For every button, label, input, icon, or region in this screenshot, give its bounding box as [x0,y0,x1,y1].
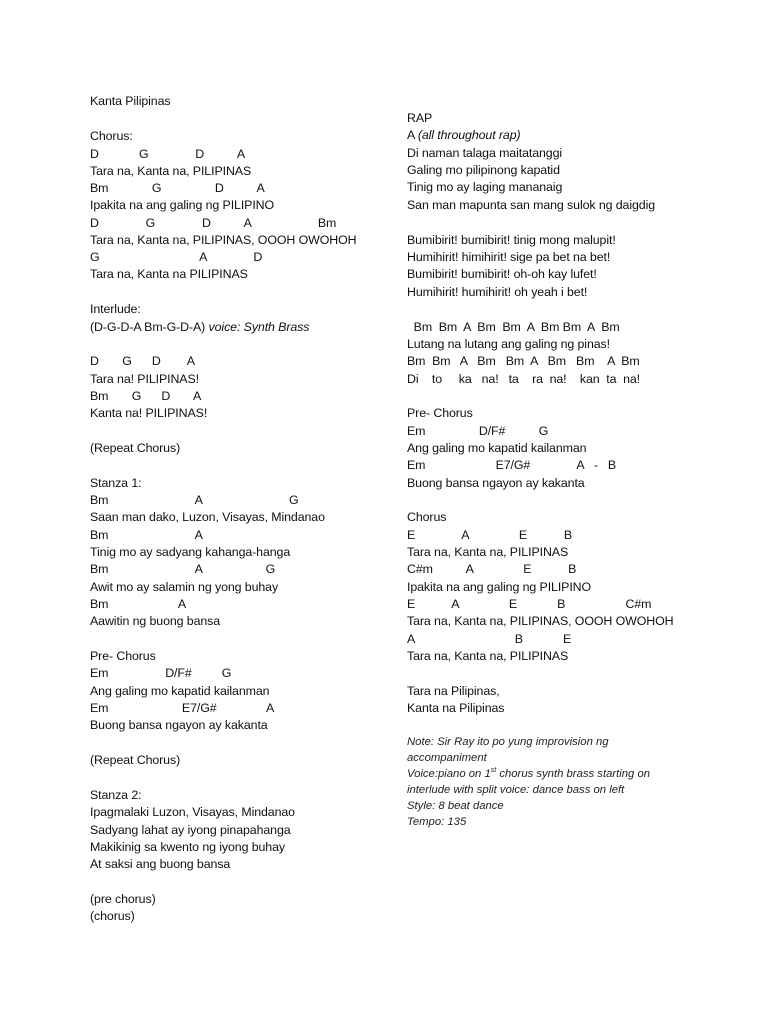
note-line: Tempo: 135 [407,816,467,828]
lyric-line: Sadyang lahat ay iyong pinapahanga [90,823,291,837]
lyric-line: Kanta na Pilipinas [407,701,505,715]
lyric-line: (pre chorus) [90,892,156,906]
lyric-line: (Repeat Chorus) [90,441,181,455]
lyric-line: Chorus: [90,129,133,143]
lyric-line: Em E7/G# A [90,701,275,715]
lyric-line: Em D/F# G [90,666,232,680]
lyric-line: Awit mo ay salamin ng yong buhay [90,580,279,594]
lyric-line: Bm A [90,597,187,611]
lyric-line: Stanza 2: [90,788,142,802]
lyric-line: D G D A [90,354,195,368]
lyric-line: D G D A [90,147,246,161]
lyric-line: Tara na, Kanta na, PILIPINAS, OOOH OWOHOH [90,233,357,247]
lyric-line: E A E B [407,528,572,542]
lyric-line: Saan man dako, Luzon, Visayas, Mindanao [90,510,325,524]
lyric-line: (chorus) [90,909,135,923]
lyric-line: D G D A Bm [90,216,337,230]
lyric-line: Humihirit! himihirit! sige pa bet na bet! [407,250,611,264]
lyric-line: Chorus [407,510,447,524]
lyric-line: Ipakita na ang galing ng PILIPINO [90,198,275,212]
lyric-line: Tara na! PILIPINAS! [90,372,199,386]
lyric-line: Tara na, Kanta na, PILIPINAS [407,545,569,559]
lyric-line: Bumibirit! bumibirit! oh-oh kay lufet! [407,267,597,281]
lyric-line: Lutang na lutang ang galing ng pinas! [407,337,610,351]
lyric-line: Tara na Pilipinas, [407,684,500,698]
lyric-line: E A E B C#m [407,597,652,611]
note-line: Voice:piano on 1st chorus synth brass starting on [407,767,651,780]
lyric-line: Buong bansa ngayon ay kakanta [407,476,585,490]
lyric-line: Pre- Chorus [407,406,473,420]
lyric-line: Ang galing mo kapatid kailanman [90,684,270,698]
lyric-line: Bm G D A [90,389,202,403]
lyric-line: A B E [407,632,572,646]
lyric-line: Aawitin ng buong bansa [90,614,221,628]
lyric-line: At saksi ang buong bansa [90,857,231,871]
lyric-line: Ang galing mo kapatid kailanman [407,441,587,455]
lyric-line: Em D/F# G [407,424,549,438]
lyric-line: Tinig mo ay sadyang kahanga-hanga [90,545,291,559]
lyric-line: Bm Bm A Bm Bm A Bm Bm A Bm [407,354,640,368]
lyric-line: A (all throughout rap) [407,128,521,142]
note-line: accompaniment [407,752,487,764]
lyric-line: Tara na, Kanta na, PILIPINAS [407,649,569,663]
lyric-line: Bm G D A [90,181,265,195]
note-line: Note: Sir Ray ito po yung improvision ng [407,736,609,748]
lyric-line: Bm A [90,528,203,542]
lyric-line: Ipagmalaki Luzon, Visayas, Mindanao [90,805,295,819]
lyric-line: Bm Bm A Bm Bm A Bm Bm A Bm [407,320,620,334]
lyric-line: Tinig mo ay laging mananaig [407,180,563,194]
note-line: Style: 8 beat dance [407,800,504,812]
lyric-line: Em E7/G# A - B [407,458,617,472]
lyric-line: Ipakita na ang galing ng PILIPINO [407,580,592,594]
lyric-line: (D-G-D-A Bm-G-D-A) voice: Synth Brass [90,320,310,334]
lyric-line: Tara na, Kanta na, PILIPINAS [90,164,252,178]
lyric-line: Stanza 1: [90,476,142,490]
lyric-line: Kanta Pilipinas [90,94,171,108]
lyric-line: G A D [90,250,263,264]
lyric-line: C#m A E B [407,562,577,576]
lyric-line: Tara na, Kanta na, PILIPINAS, OOOH OWOHOH [407,614,674,628]
lyric-line: Tara na, Kanta na PILIPINAS [90,267,248,281]
lyric-line: Buong bansa ngayon ay kakanta [90,718,268,732]
lyric-line: Galing mo pilipinong kapatid [407,163,560,177]
lyric-line: Kanta na! PILIPINAS! [90,406,208,420]
lyric-line: San man mapunta san mang sulok ng daigdig [407,198,656,212]
lyric-line: Makikinig sa kwento ng iyong buhay [90,840,285,854]
lyric-line: Di to ka na! ta ra na! kan ta na! [407,372,640,386]
lyric-line: Humihirit! humihirit! oh yeah i bet! [407,285,588,299]
lyric-line: Bm A G [90,493,299,507]
lyric-line: Bm A G [90,562,276,576]
lyric-line: Pre- Chorus [90,649,156,663]
lyric-line: (Repeat Chorus) [90,753,181,767]
lyric-line: RAP [407,111,433,125]
lyric-line: Bumibirit! bumibirit! tinig mong malupit! [407,233,616,247]
lyric-line: Interlude: [90,302,141,316]
lyric-line: Di naman talaga maitatanggi [407,146,563,160]
note-line: interlude with split voice: dance bass on left [407,784,625,796]
